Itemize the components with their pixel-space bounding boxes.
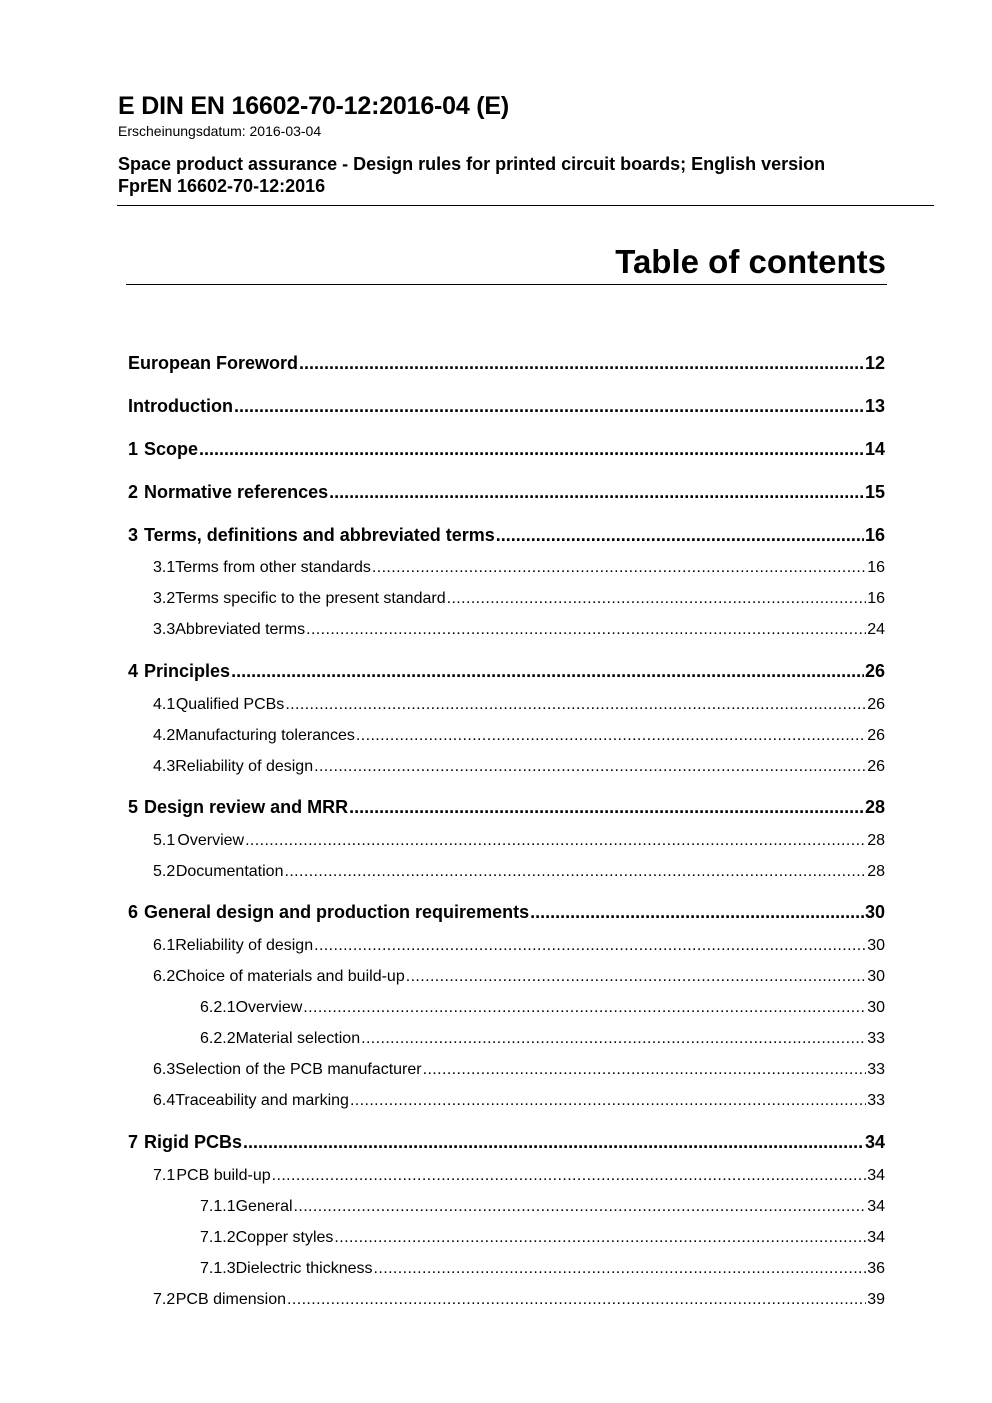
- toc-entry-title: PCB dimension: [175, 1291, 287, 1308]
- toc-leader: [361, 1030, 866, 1048]
- toc-entry-page: 33: [867, 1092, 885, 1109]
- toc-entry[interactable]: [128, 1167, 885, 1189]
- toc-entry[interactable]: [128, 482, 885, 508]
- toc-entry[interactable]: [128, 797, 885, 823]
- toc-entry[interactable]: [128, 1198, 885, 1220]
- toc-leader: [314, 758, 866, 776]
- toc-entry-page: 33: [867, 1030, 885, 1047]
- toc-entry[interactable]: [128, 590, 885, 612]
- toc-entry-page: 33: [867, 1061, 885, 1078]
- toc-entry-number: 4: [128, 661, 139, 681]
- toc-entry[interactable]: [128, 1291, 885, 1313]
- toc-entry[interactable]: [128, 999, 885, 1021]
- toc-entry[interactable]: [128, 863, 885, 885]
- toc-entry[interactable]: [128, 1061, 885, 1083]
- toc-entry-title: Terms, definitions and abbreviated terms: [144, 525, 495, 545]
- toc-leader: [406, 968, 866, 986]
- toc-entry-page: 28: [864, 797, 885, 817]
- toc-entry[interactable]: [128, 396, 885, 422]
- toc-entry-page: 16: [867, 590, 885, 607]
- toc-entry[interactable]: [128, 937, 885, 959]
- toc-entry-title: Scope: [144, 439, 199, 459]
- toc-entry[interactable]: [128, 439, 885, 465]
- toc-entry-title: Manufacturing tolerances: [175, 727, 355, 744]
- toc-entry-page: 26: [867, 758, 885, 775]
- toc-leader: [306, 621, 866, 639]
- toc-entry-number: 7.1.1: [200, 1198, 236, 1215]
- toc-entry-number: 6.1: [153, 937, 176, 954]
- toc-entry[interactable]: [128, 353, 885, 379]
- toc-entry-page: 34: [867, 1167, 885, 1184]
- toc-entry-title: Dielectric thickness: [235, 1260, 373, 1277]
- toc-entry-title: Overview: [235, 999, 303, 1016]
- toc-entry-number: 7.1: [153, 1167, 176, 1184]
- toc-leader: [231, 661, 864, 682]
- toc-leader: [447, 590, 867, 608]
- toc-entry-number: 3.1: [153, 559, 176, 576]
- toc-entry[interactable]: [128, 696, 885, 718]
- toc-entry-title: Choice of materials and build-up: [175, 968, 405, 985]
- toc-leader: [356, 727, 866, 745]
- toc-entry-title: Material selection: [235, 1030, 361, 1047]
- toc-entry-page: 30: [867, 937, 885, 954]
- toc-entry[interactable]: [128, 1229, 885, 1251]
- toc-entry[interactable]: [128, 968, 885, 990]
- toc-entry-title: Documentation: [175, 863, 284, 880]
- toc-entry-number: 6.3: [153, 1061, 176, 1078]
- toc-entry-title: Reliability of design: [175, 758, 314, 775]
- toc-leader: [294, 1198, 867, 1216]
- toc-entry-number: 4.1: [153, 696, 176, 713]
- toc-leader: [349, 797, 864, 818]
- toc-entry-page: 30: [864, 902, 885, 922]
- document-id: E DIN EN 16602-70-12:2016-04 (E): [118, 92, 510, 120]
- toc-entry-title: Overview: [177, 832, 245, 849]
- toc-entry[interactable]: [128, 1132, 885, 1158]
- toc-entry-number: 4.2: [153, 727, 176, 744]
- toc-entry-page: 14: [864, 439, 885, 459]
- toc-entry[interactable]: [128, 1030, 885, 1052]
- toc-entry-page: 28: [867, 832, 885, 849]
- toc-leader: [245, 832, 866, 850]
- document-title: Space product assurance - Design rules for printed circuit boards; English version: [118, 154, 826, 174]
- toc-entry-number: 6: [128, 902, 139, 922]
- toc-entry-number: 7.1.3: [200, 1260, 236, 1277]
- toc-leader: [272, 1167, 867, 1185]
- toc-entry-title: Terms from other standards: [175, 559, 371, 576]
- toc-entry-title: Qualified PCBs: [175, 696, 285, 713]
- toc-leader: [530, 902, 864, 923]
- toc-leader: [287, 1291, 866, 1309]
- toc-leader: [314, 937, 866, 955]
- toc-leader: [350, 1092, 866, 1110]
- toc-entry-number: 7.2: [153, 1291, 176, 1308]
- toc-entry-number: 5.1: [153, 832, 176, 849]
- toc-entry-number: 6.2.1: [200, 999, 236, 1016]
- toc-entry-title: Copper styles: [235, 1229, 334, 1246]
- toc-entry-title: Rigid PCBs: [144, 1132, 243, 1152]
- toc-entry-number: 3: [128, 525, 139, 545]
- toc-entry-number: 5: [128, 797, 139, 817]
- toc-entry-page: 26: [864, 661, 885, 681]
- toc-entry-page: 16: [867, 559, 885, 576]
- toc-entry-page: 16: [864, 525, 885, 545]
- toc-entry-number: 1: [128, 439, 139, 459]
- toc-entry-number: 2: [128, 482, 139, 502]
- toc-entry-title: PCB build-up: [176, 1167, 271, 1184]
- toc-entry-page: 34: [867, 1229, 885, 1246]
- toc-entry-number: 3.2: [153, 590, 176, 607]
- toc-leader: [423, 1061, 867, 1079]
- toc-entry-title: Introduction: [128, 396, 233, 416]
- toc-entry-title: General: [235, 1198, 293, 1215]
- toc-entry-page: 28: [867, 863, 885, 880]
- toc-entry[interactable]: [128, 559, 885, 581]
- toc-entry-number: 6.2: [153, 968, 176, 985]
- toc-entry-number: 7: [128, 1132, 139, 1152]
- fpr-number: FprEN 16602-70-12:2016: [118, 176, 326, 196]
- toc-leader: [199, 439, 864, 460]
- toc-entry-title: Normative references: [144, 482, 329, 502]
- toc-entry[interactable]: [128, 621, 885, 643]
- toc-leader: [496, 525, 864, 546]
- toc-entry-title: Terms specific to the present standard: [175, 590, 446, 607]
- toc-entry-title: Principles: [144, 661, 231, 681]
- toc-entry-page: 34: [864, 1132, 885, 1152]
- toc-leader: [284, 863, 866, 881]
- toc-entry-page: 30: [867, 968, 885, 985]
- toc-entry-page: 36: [867, 1260, 885, 1277]
- toc-entry-number: 7.1.2: [200, 1229, 236, 1246]
- toc-entry[interactable]: [128, 758, 885, 780]
- toc-entry-title: Reliability of design: [175, 937, 314, 954]
- toc-leader: [299, 353, 864, 374]
- toc-entry-page: 24: [867, 621, 885, 638]
- toc-entry-page: 26: [867, 696, 885, 713]
- toc-leader: [374, 1260, 867, 1278]
- toc-entry-number: 3.3: [153, 621, 176, 638]
- toc-leader: [243, 1132, 864, 1153]
- toc-leader: [334, 1229, 866, 1247]
- toc-entry[interactable]: [128, 1092, 885, 1114]
- toc-entry-title: Traceability and marking: [175, 1092, 349, 1109]
- toc-entry-number: 6.4: [153, 1092, 176, 1109]
- toc-entry-title: European Foreword: [128, 353, 299, 373]
- toc-entry-page: 26: [867, 727, 885, 744]
- toc-entry-page: 15: [864, 482, 885, 502]
- toc-entry-title: General design and production requirements: [144, 902, 530, 922]
- toc-leader: [234, 396, 864, 417]
- issue-date: Erscheinungsdatum: 2016-03-04: [118, 123, 322, 139]
- toc-entry[interactable]: [128, 902, 885, 928]
- toc-entry-number: 5.2: [153, 863, 176, 880]
- toc-entry[interactable]: [128, 727, 885, 749]
- toc-entry[interactable]: [128, 832, 885, 854]
- toc-entry-number: 4.3: [153, 758, 176, 775]
- toc-entry-page: 34: [867, 1198, 885, 1215]
- toc-entry-page: 12: [864, 353, 885, 373]
- toc-entry[interactable]: [128, 661, 885, 687]
- toc-leader: [303, 999, 866, 1017]
- toc-entry-number: 6.2.2: [200, 1030, 236, 1047]
- toc-entry[interactable]: [128, 1260, 885, 1282]
- toc-entry-title: Design review and MRR: [144, 797, 349, 817]
- toc-entry[interactable]: [128, 525, 885, 551]
- toc-leader: [372, 559, 866, 577]
- toc-leader: [285, 696, 866, 714]
- toc-heading: Table of contents: [615, 243, 886, 280]
- toc-entry-page: 30: [867, 999, 885, 1016]
- toc-entry-page: 13: [864, 396, 885, 416]
- toc-leader: [329, 482, 864, 503]
- toc-entry-page: 39: [867, 1291, 885, 1308]
- toc-entry-title: Abbreviated terms: [175, 621, 306, 638]
- toc-entry-title: Selection of the PCB manufacturer: [175, 1061, 422, 1078]
